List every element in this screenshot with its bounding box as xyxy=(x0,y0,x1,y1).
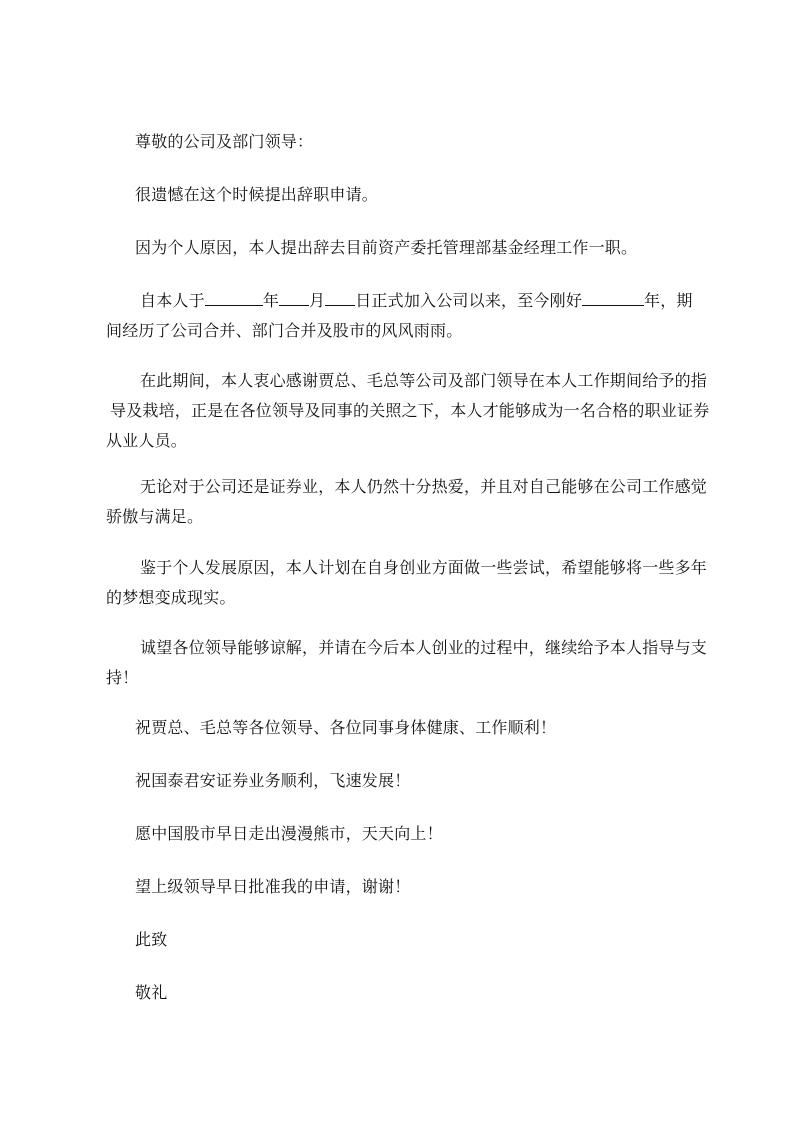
p3-seg1: 自本人于 xyxy=(140,291,205,310)
paragraph-4-line-2: 导及栽培，正是在各位领导及同事的关照之下，本人才能够成为一名合格的职业证券 xyxy=(110,401,710,420)
paragraph-7-line-2: 持！ xyxy=(106,668,139,687)
paragraph-4 xyxy=(106,366,710,456)
years-count-blank xyxy=(582,287,644,306)
salutation-text: 尊敬的公司及部门领导： xyxy=(135,132,314,151)
wish-1 xyxy=(135,713,735,743)
paragraph-4-line-1: 在此期间，本人衷心感谢贾总、毛总等公司及部门领导在本人工作期间给予的指 xyxy=(140,371,708,390)
paragraph-3-line-1 xyxy=(106,286,706,316)
paragraph-7 xyxy=(106,633,706,693)
paragraph-6 xyxy=(106,553,706,613)
paragraph-6-line-2: 的梦想变成现实。 xyxy=(106,588,236,607)
wish-1-text: 祝贾总、毛总等各位领导、各位同事身体健康、工作顺利！ xyxy=(135,718,557,737)
p3-seg5: 年，期 xyxy=(644,291,693,310)
day-blank xyxy=(325,287,355,306)
wish-4 xyxy=(135,872,735,902)
wish-3 xyxy=(135,819,735,849)
paragraph-4-line-3: 从业人员。 xyxy=(106,431,188,450)
paragraph-1-text: 很遗憾在这个时候提出辞职申请。 xyxy=(135,185,379,204)
paragraph-3 xyxy=(106,286,706,346)
closing-1-text: 此致 xyxy=(135,930,168,949)
month-blank xyxy=(279,287,309,306)
p3-seg2: 年 xyxy=(262,291,280,310)
wish-4-text: 望上级领导早日批准我的申请，谢谢！ xyxy=(135,877,411,896)
paragraph-2-text: 因为个人原因，本人提出辞去目前资产委托管理部基金经理工作一职。 xyxy=(135,238,638,257)
wish-2 xyxy=(135,766,735,796)
paragraph-5-line-1: 无论对于公司还是证券业，本人仍然十分热爱，并且对自己能够在公司工作感觉 xyxy=(140,477,708,496)
paragraph-7-line-1: 诚望各位领导能够谅解，并请在今后本人创业的过程中，继续给予本人指导与支 xyxy=(140,638,708,657)
closing-2 xyxy=(135,978,735,1008)
paragraph-5 xyxy=(106,472,706,532)
p3-seg3: 月 xyxy=(309,291,326,310)
closing-1 xyxy=(135,925,735,955)
paragraph-5-line-2: 骄傲与满足。 xyxy=(106,507,204,526)
year-blank xyxy=(205,287,263,306)
p3-seg4: 日正式加入公司以来，至今刚好 xyxy=(355,291,583,310)
paragraph-1 xyxy=(135,180,735,210)
closing-2-text: 敬礼 xyxy=(135,983,168,1002)
paragraph-2 xyxy=(135,233,735,263)
paragraph-3-line-2: 间经历了公司合并、部门合并及股市的风风雨雨。 xyxy=(106,321,463,340)
salutation xyxy=(135,127,735,157)
wish-2-text: 祝国泰君安证券业务顺利，飞速发展！ xyxy=(135,771,411,790)
wish-3-text: 愿中国股市早日走出漫漫熊市，天天向上！ xyxy=(135,824,443,843)
paragraph-6-line-1: 鉴于个人发展原因，本人计划在自身创业方面做一些尝试，希望能够将一些多年 xyxy=(140,558,708,577)
